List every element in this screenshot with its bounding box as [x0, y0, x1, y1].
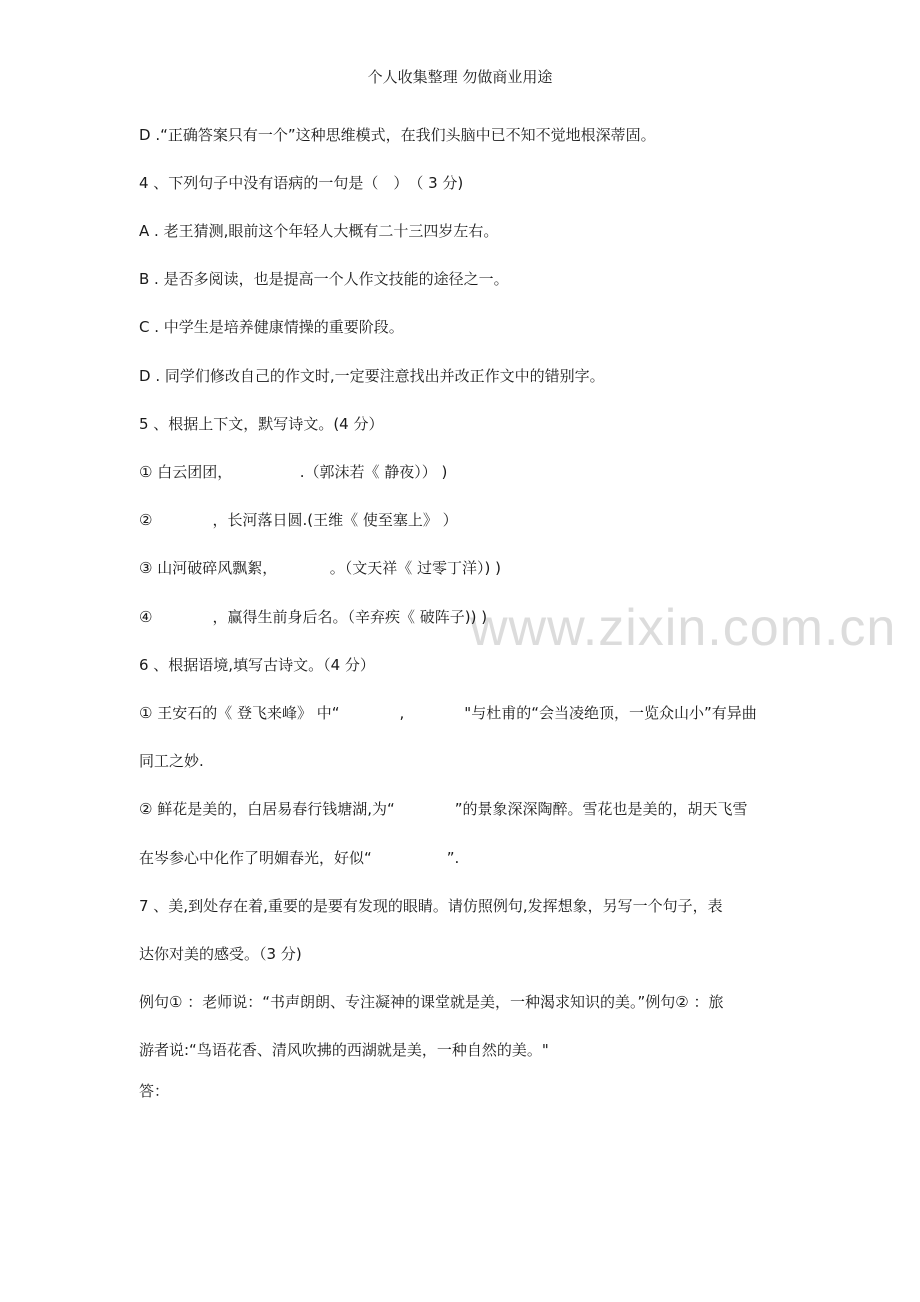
- option-c-q4: C . 中学生是培养健康情操的重要阶段。: [139, 318, 404, 336]
- page-header: 个人收集整理 勿做商业用途: [367, 68, 553, 86]
- option-b-q4: B . 是否多阅读，也是提高一个人作文技能的途径之一。: [139, 270, 509, 288]
- question-6: 6 、根据语境,填写古诗文。（4 分）: [139, 656, 375, 674]
- option-a-q4: A . 老王猜测,眼前这个年轻人大概有二十三四岁左右。: [139, 222, 499, 240]
- q6-item-1-cont: 同工之妙.: [139, 752, 204, 770]
- option-d-q3: D .“正确答案只有一个”这种思维模式，在我们头脑中已不知不觉地根深蒂固。: [139, 126, 656, 144]
- q5-item-3: ③ 山河破碎风飘絮， 。（文天祥《 过零丁洋）) ): [139, 559, 501, 577]
- q5-item-4: ④ ，赢得生前身后名。（辛弃疾《 破阵子)) ): [139, 608, 488, 626]
- question-5: 5 、根据上下文，默写诗文。(4 分）: [139, 415, 384, 433]
- question-7: 7 、美,到处存在着,重要的是要有发现的眼睛。请仿照例句,发挥想象，另写一个句子，表: [139, 897, 723, 915]
- q5-item-2: ② ，长河落日圆.(王维《 使至塞上》 ）: [139, 511, 458, 529]
- q6-item-2-cont: 在岑参心中化作了明媚春光，好似“ ”.: [139, 849, 460, 867]
- q5-item-1: ① 白云团团， .（郭沫若《 静夜）） ): [139, 463, 448, 481]
- option-d-q4: D . 同学们修改自己的作文时,一定要注意找出并改正作文中的错别字。: [139, 367, 605, 385]
- q7-examples-cont: 游者说:“鸟语花香、清风吹拂的西湖就是美，一种自然的美。": [139, 1041, 549, 1059]
- watermark: www.zixin.com.cn: [470, 599, 897, 657]
- q7-examples: 例句① ：老师说：“书声朗朗、专注凝神的课堂就是美，一种渴求知识的美。”例句② ：旅: [139, 993, 724, 1011]
- question-4: 4 、下列句子中没有语病的一句是（ ） （ 3 分): [139, 174, 464, 192]
- answer-label: 答：: [139, 1082, 170, 1100]
- q6-item-2: ② 鲜花是美的，白居易春行钱塘湖,为“ ”的景象深深陶醉。雪花也是美的，胡天飞雪: [139, 800, 748, 818]
- q6-item-1: ① 王安石的《 登飞来峰》 中“ , "与杜甫的“会当凌绝顶，一览众山小”有异曲: [139, 704, 757, 722]
- question-7-cont: 达你对美的感受。（3 分): [139, 945, 302, 963]
